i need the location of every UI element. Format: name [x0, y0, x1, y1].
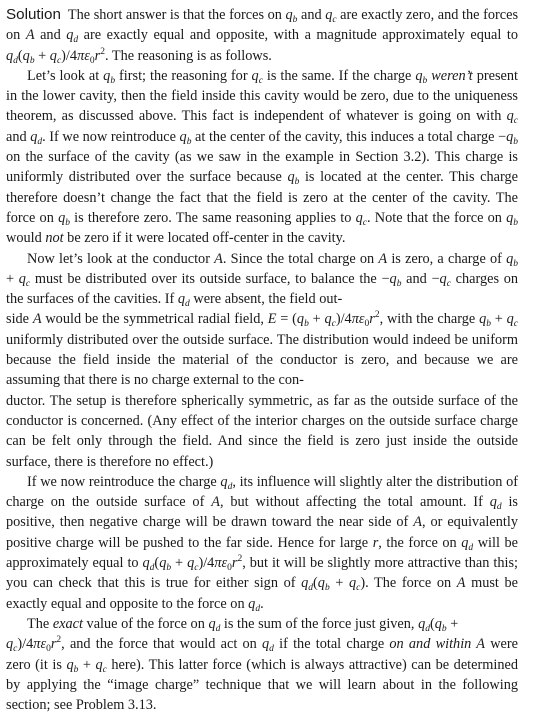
paragraph-1: Solution The short answer is that the forces on $q_b$ and $q_c$ are exactly zero, and the forces on A and $q_d$ are exactly equal and opposite, with a magnitude approximately equal to $q_d(q_b + q_c)/4\pi\varepsilon_0r^2$. The reasoning is as follows. [6, 6, 519, 66]
paragraph-5: The exact value of the force on $q_d$ is the sum of the force just given, $q_d(q_b$ + $q_c)/4\pi\varepsilon_0r^2$, and the force that would act on $q_d$ if the total charge on and within A were zero (it is $q_b + q_c$ here). This latter force (which is always attractive) can be determined by applying the “image charge” technique that we will learn about in the following section; see Problem 3.13. [6, 615, 518, 714]
problem-link[interactable]: Problem 3.13 [75, 697, 153, 714]
paragraph-4: If we now reintroduce the charge $q_d$, its influence will slightly alter the distribution of charge on the outside surface of A, but without affecting the total amount. If $q_d$ is positive, then negative charge will be drawn toward the near side of A, or equivalently positive charge will be pushed to the far side. Hence for large r, the force on $q_d$ will be approximately equal to $q_d(q_b + q_c)/4\pi\varepsilon_0r^2$, but it will be slightly more attractive than this; you can check that this is true for either sign of $q_d(q_b + q_c)$. The force on A must be exactly equal and opposite to the force on $q_d$. [6, 473, 519, 614]
solution-heading: Solution [6, 6, 61, 23]
paragraph-3: Now let’s look at the conductor A. Since the total charge on A is zero, a charge of $q_b + q_c$ must be distributed over its outside surface, to balance the $-q_b$ and $-q_c$ charges on the surfaces of the cavities. If $q_d$ were absent, the field out- side A would be the symmetrical radial field, $E = (q_b + q_c)/4\pi\varepsilon_0r^2$, with the charge $q_b + q_c$ uniformly distributed over the outside surface. The distribution would indeed be uniform because the field inside the material of the conductor is zero, and because we are assuming that there is no charge external to the con- ductor. The setup is therefore spherically symmetric, as far as the outside surface of the conductor is concerned. (Any effect of the interior charges on the outside surface charge can be felt only through the field. And since the field is zero just inside the outside surface, there is therefore no effect.) [6, 250, 519, 470]
section-link[interactable]: Section 3.2 [355, 149, 422, 166]
paragraph-2: Let’s look at $q_b$ first; the reasoning for $q_c$ is the same. If the charge $q_b$ weren’t present in the lower cavity, then the field inside this cavity would be zero, due to the uniqueness theorem, as discussed above. This fact is independent of whatever is going on with $q_c$ and $q_d$. If we now reintroduce $q_b$ at the center of the cavity, this induces a total charge $-q_b$ on the surface of the cavity (as we saw in the example in Section 3.2). This charge is uniformly distributed over the surface because $q_b$ is located at the center. This charge therefore doesn’t change the fact that the field is zero at the center of the cavity. The force on $q_b$ is therefore zero. The same reasoning applies to $q_c$. Note that the force on $q_b$ would not be zero if it were located off-center in the cavity. [6, 67, 519, 247]
page [6, 5, 518, 715]
